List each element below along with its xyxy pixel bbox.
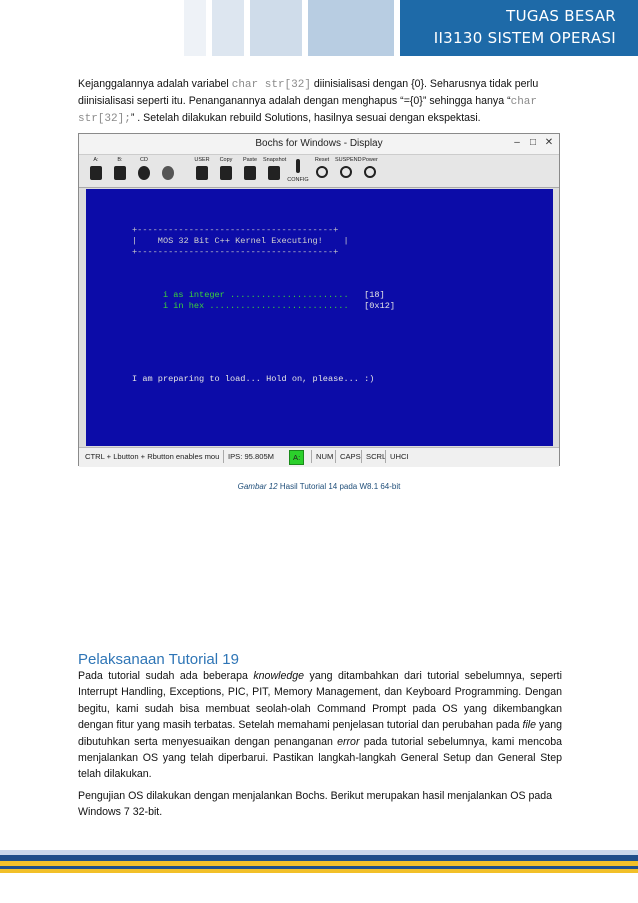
intro-text: diinisialisasi dengan {0}. Seharusnya tidak perlu diinisialisasi seperti itu. Penanganannya adalah dengan menghapus “={0}” sehingga hanya “ <box>78 78 539 107</box>
reset-icon <box>316 166 328 178</box>
screen-line: I am preparing to load... Hold on, please... :) <box>132 374 375 384</box>
status-scrl: SCRL <box>361 450 386 463</box>
status-floppy-a: A: <box>289 450 304 465</box>
tool-label: B: <box>117 157 123 163</box>
tool-label: SUSPEND <box>335 157 362 163</box>
caption-text: Hasil Tutorial 14 pada W8.1 64-bit <box>277 482 401 491</box>
screen-line: | MOS 32 Bit C++ Kernel Executing! | <box>132 236 349 246</box>
footer-stripe <box>0 869 638 873</box>
section-text: yang dibutuhkan serta menyesuaikan dengan penanganan <box>78 719 562 748</box>
section-paragraph-2: Pengujian OS dilakukan dengan menjalankan Bochs. Berikut merupakan hasil menjalankan OS pada Windows 7 32-bit. <box>78 790 553 818</box>
bochs-window <box>78 133 560 466</box>
status-num: NUM <box>311 450 333 463</box>
section-title: Pelaksanaan Tutorial 19 <box>78 651 239 668</box>
screen-line: +--------------------------------------+ <box>132 225 339 235</box>
tool-label: Snapshot <box>263 157 287 163</box>
header-deco-bar <box>212 0 244 56</box>
inline-code: char str[32]; <box>78 96 538 125</box>
intro-paragraph <box>78 76 562 127</box>
section-text-italic: file <box>522 719 537 732</box>
status-ips: IPS: 95.805M <box>223 450 274 463</box>
header-title-line1: TUGAS BESAR <box>506 7 616 25</box>
intro-text: Kejanggalannya adalah variabel <box>78 78 232 90</box>
paste-button[interactable] <box>239 157 261 185</box>
tool-label: A: <box>93 157 99 163</box>
floppy-b-button[interactable] <box>109 157 131 185</box>
bochs-statusbar <box>79 447 559 467</box>
keyboard-icon <box>196 166 208 180</box>
emulator-screen[interactable] <box>86 189 553 446</box>
tool-label: Reset <box>314 157 330 163</box>
floppy-a-button[interactable] <box>85 157 107 185</box>
screen-line-label: i in hex ........................... <box>162 301 365 311</box>
screen-line: +--------------------------------------+ <box>132 247 339 257</box>
section-text-italic: knowledge <box>253 670 305 682</box>
section-text: Pada tutorial sudah ada beberapa <box>78 670 254 682</box>
header-deco-bar <box>184 0 206 56</box>
copy-icon <box>220 166 232 180</box>
section-text: pada tutorial sebelumnya, kami mencoba menjalankan OS yang telah diperbarui. Pastikan langkah-langkah General Setup dan General Step telah dilakukan. <box>78 735 562 781</box>
status-hint: CTRL + Lbutton + Rbutton enables mou <box>85 452 220 461</box>
tool-label: Power <box>362 157 378 163</box>
header-deco-bar <box>250 0 302 56</box>
floppy-icon <box>114 166 126 180</box>
status-caps: CAPS <box>335 450 361 463</box>
copy-button[interactable] <box>215 157 237 185</box>
suspend-button[interactable] <box>335 157 362 185</box>
bochs-toolbar <box>79 155 559 188</box>
bochs-titlebar <box>79 134 559 155</box>
user-button[interactable] <box>191 157 213 185</box>
header-title-line2: II3130 SISTEM OPERASI <box>433 29 616 47</box>
section-paragraph-1 <box>78 668 562 783</box>
camera-icon <box>268 166 280 180</box>
inline-code: char str[32] <box>231 79 311 91</box>
tool-label: Paste <box>242 157 258 163</box>
section-text: yang ditambahkan dari tutorial sebelumnya, seperti Interrupt Handling, Exceptions, PIC, PIT, Memory Management, dan Keyboard Programming. Dengan begitu, kami sudah bisa membuat seolah-olah Command Prompt pada OS yang dikembangkan dengan fitur yang masih terbatas. Setelah memahami penjelasan tutorial dan perubahan pada <box>78 670 562 732</box>
suspend-icon <box>340 166 352 178</box>
power-icon <box>364 166 376 178</box>
tool-label: Copy <box>219 157 233 163</box>
header-deco-bar <box>308 0 394 56</box>
close-icon[interactable]: ✕ <box>544 137 554 148</box>
power-button[interactable] <box>359 157 381 185</box>
config-icon <box>296 159 300 173</box>
section-text-italic: error <box>337 735 360 748</box>
caption-label: Gambar 12 <box>237 482 278 491</box>
status-uhci: UHCI <box>385 450 409 463</box>
screen-line-value: [18] <box>364 290 385 300</box>
snapshot-button[interactable] <box>263 157 285 185</box>
mouse-icon <box>162 166 174 180</box>
screen-line-value: [0x12] <box>364 301 396 311</box>
maximize-icon[interactable]: □ <box>529 137 537 148</box>
cdrom-icon <box>138 166 150 180</box>
reset-button[interactable] <box>311 157 333 185</box>
bochs-title: Bochs for Windows - Display <box>255 138 383 149</box>
minimize-icon[interactable]: – <box>514 137 520 148</box>
tool-label: CONFIG <box>287 177 309 183</box>
floppy-icon <box>90 166 102 180</box>
tool-label: USER <box>194 157 210 163</box>
screen-line <box>132 291 395 321</box>
config-button[interactable] <box>287 157 309 185</box>
figure-caption <box>0 482 638 491</box>
mouse-button[interactable] <box>157 157 179 185</box>
tool-label: CD <box>140 157 148 163</box>
intro-text: ” . Setelah dilakukan rebuild Solutions, hasilnya sesuai dengan ekspektasi. <box>130 112 481 124</box>
paste-icon <box>244 166 256 180</box>
cdrom-button[interactable] <box>133 157 155 185</box>
screen-line-label: i as integer ....................... <box>162 290 365 300</box>
